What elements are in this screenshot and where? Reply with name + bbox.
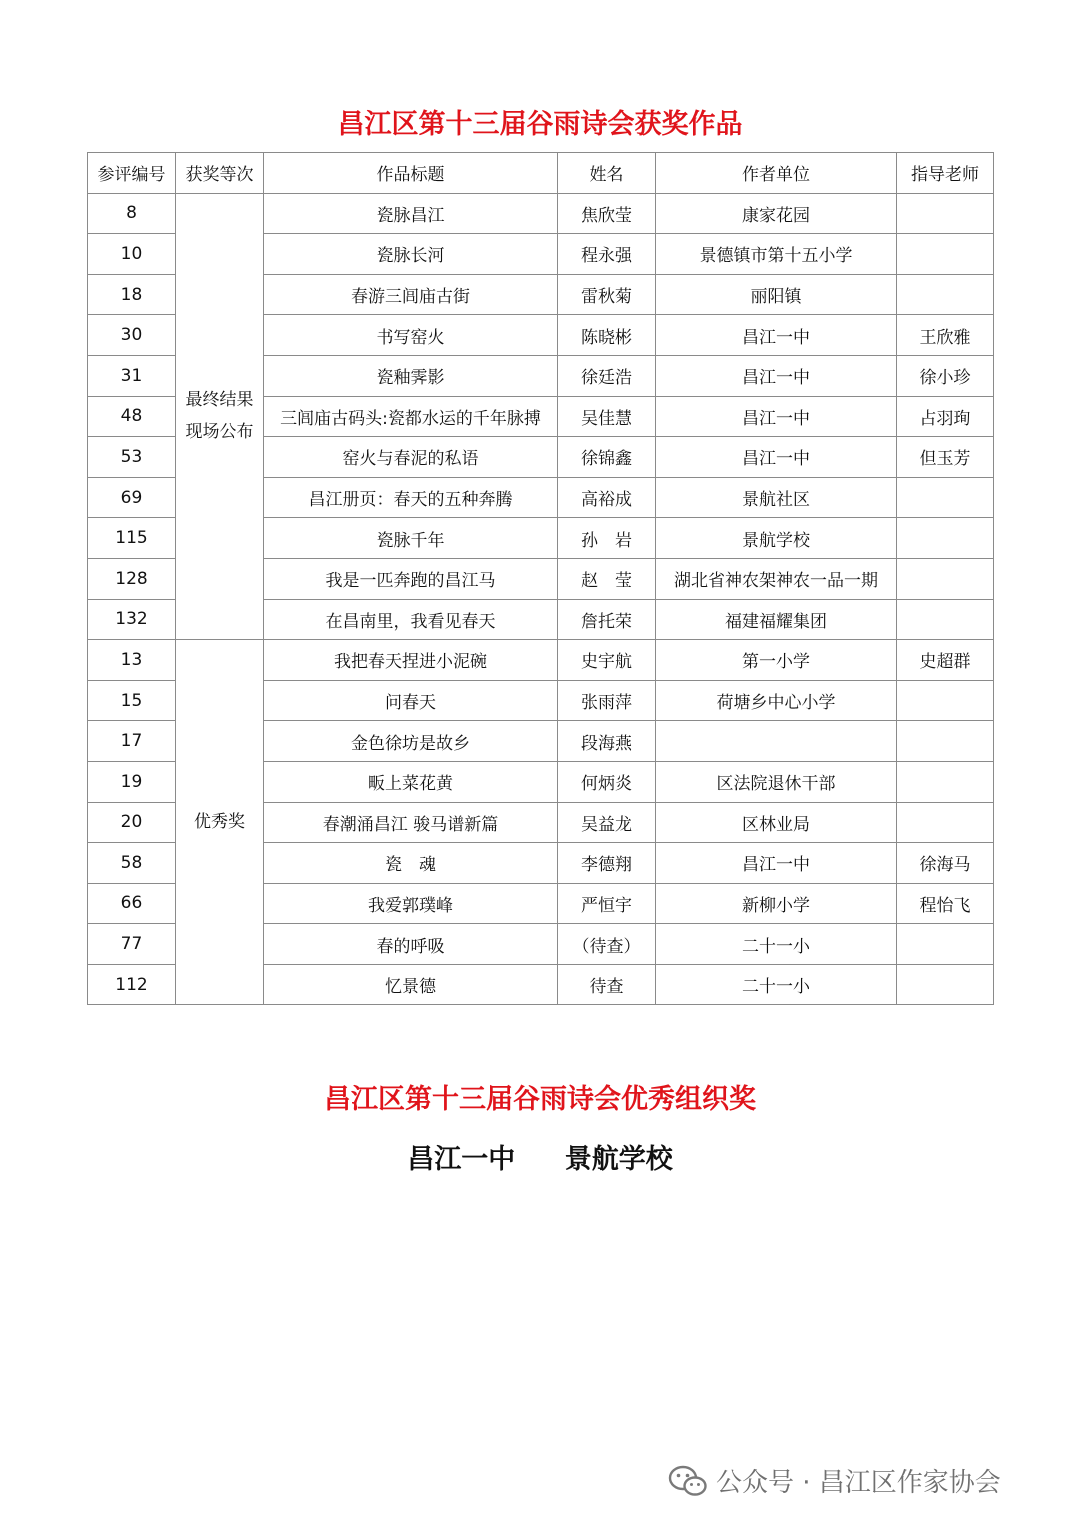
- cell-author-name: 孙 岩: [558, 518, 656, 559]
- footer-watermark: [668, 1462, 1001, 1499]
- cell-author-name: 徐锦鑫: [558, 437, 656, 478]
- table-row: [88, 640, 994, 681]
- org-award-title: 昌江区第十三届谷雨诗会优秀组织奖: [324, 1084, 756, 1115]
- cell-work-title: 窑火与春泥的私语: [264, 437, 558, 478]
- cell-work-title: 春的呼吸: [264, 924, 558, 965]
- cell-author-unit: 新柳小学: [656, 883, 897, 924]
- cell-author-name: 严恒宇: [558, 883, 656, 924]
- cell-entry-number: 19: [88, 761, 176, 802]
- header-entry-number: 参评编号: [88, 153, 176, 194]
- cell-award-level: [176, 193, 264, 640]
- cell-author-unit: 景航社区: [656, 477, 897, 518]
- cell-author-unit: 康家花园: [656, 193, 897, 234]
- cell-work-title: 瓷 魂: [264, 843, 558, 884]
- cell-entry-number: 17: [88, 721, 176, 762]
- table-body: [88, 193, 994, 1005]
- cell-author-unit: 区林业局: [656, 802, 897, 843]
- award-level-line: 优秀奖: [194, 812, 245, 833]
- cell-advisor: 但玉芳: [897, 437, 994, 478]
- cell-entry-number: 112: [88, 964, 176, 1005]
- cell-author-name: 程永强: [558, 234, 656, 275]
- cell-author-name: 赵 莹: [558, 558, 656, 599]
- wechat-icon: [668, 1464, 708, 1498]
- cell-entry-number: 18: [88, 274, 176, 315]
- cell-advisor: [897, 477, 994, 518]
- cell-entry-number: 66: [88, 883, 176, 924]
- cell-advisor: [897, 193, 994, 234]
- cell-author-unit: 二十一小: [656, 924, 897, 965]
- cell-work-title: 畈上菜花黄: [264, 761, 558, 802]
- cell-entry-number: 13: [88, 640, 176, 681]
- cell-entry-number: 77: [88, 924, 176, 965]
- cell-advisor: 徐小珍: [897, 355, 994, 396]
- cell-work-title: 春潮涌昌江 骏马谱新篇: [264, 802, 558, 843]
- cell-author-name: 徐廷浩: [558, 355, 656, 396]
- cell-work-title: 瓷脉千年: [264, 518, 558, 559]
- cell-advisor: 程怡飞: [897, 883, 994, 924]
- cell-advisor: 徐海马: [897, 843, 994, 884]
- cell-work-title: 书写窑火: [264, 315, 558, 356]
- cell-author-unit: 昌江一中: [656, 396, 897, 437]
- cell-author-name: 雷秋菊: [558, 274, 656, 315]
- cell-author-unit: 昌江一中: [656, 437, 897, 478]
- header-advisor: 指导老师: [897, 153, 994, 194]
- table-row: [88, 193, 994, 234]
- header-author-unit: 作者单位: [656, 153, 897, 194]
- cell-entry-number: 20: [88, 802, 176, 843]
- cell-author-name: 陈晓彬: [558, 315, 656, 356]
- cell-work-title: 昌江册页：春天的五种奔腾: [264, 477, 558, 518]
- cell-author-unit: [656, 721, 897, 762]
- awards-table: [87, 152, 994, 1005]
- cell-work-title: 在昌南里，我看见春天: [264, 599, 558, 640]
- cell-advisor: [897, 761, 994, 802]
- cell-entry-number: 48: [88, 396, 176, 437]
- award-level-line: 最终结果: [185, 390, 254, 411]
- cell-author-name: 焦欣莹: [558, 193, 656, 234]
- cell-work-title: 瓷脉昌江: [264, 193, 558, 234]
- cell-work-title: 我爱郭璞峰: [264, 883, 558, 924]
- footer-text: 公众号 · 昌江区作家协会: [716, 1468, 1001, 1498]
- cell-work-title: 瓷釉霁影: [264, 355, 558, 396]
- cell-work-title: 我是一匹奔跑的昌江马: [264, 558, 558, 599]
- org-award-winners: [0, 1137, 1080, 1176]
- cell-author-unit: 区法院退休干部: [656, 761, 897, 802]
- page-title: 昌江区第十三届谷雨诗会获奖作品: [337, 109, 743, 140]
- cell-advisor: [897, 599, 994, 640]
- cell-author-unit: 二十一小: [656, 964, 897, 1005]
- cell-author-unit: 景德镇市第十五小学: [656, 234, 897, 275]
- cell-entry-number: 132: [88, 599, 176, 640]
- cell-work-title: 三闾庙古码头:瓷都水运的千年脉搏: [264, 396, 558, 437]
- cell-work-title: 问春天: [264, 680, 558, 721]
- cell-author-name: 待查: [558, 964, 656, 1005]
- cell-advisor: [897, 680, 994, 721]
- cell-entry-number: 128: [88, 558, 176, 599]
- cell-author-unit: 湖北省神农架神农一品一期: [656, 558, 897, 599]
- cell-author-unit: 荷塘乡中心小学: [656, 680, 897, 721]
- cell-advisor: [897, 924, 994, 965]
- cell-author-name: 段海燕: [558, 721, 656, 762]
- cell-advisor: [897, 721, 994, 762]
- header-award-level: 获奖等次: [176, 153, 264, 194]
- org-winner: 昌江一中: [407, 1144, 516, 1175]
- cell-entry-number: 69: [88, 477, 176, 518]
- cell-author-unit: 第一小学: [656, 640, 897, 681]
- cell-author-name: 张雨萍: [558, 680, 656, 721]
- table-header-row: [88, 153, 994, 194]
- cell-advisor: 史超群: [897, 640, 994, 681]
- cell-author-name: 何炳炎: [558, 761, 656, 802]
- cell-work-title: 瓷脉长河: [264, 234, 558, 275]
- cell-author-name: 高裕成: [558, 477, 656, 518]
- cell-work-title: 金色徐坊是故乡: [264, 721, 558, 762]
- cell-advisor: [897, 558, 994, 599]
- cell-work-title: 春游三闾庙古街: [264, 274, 558, 315]
- cell-author-unit: 昌江一中: [656, 843, 897, 884]
- cell-author-unit: 昌江一中: [656, 355, 897, 396]
- header-work-title: 作品标题: [264, 153, 558, 194]
- header-author-name: 姓名: [558, 153, 656, 194]
- cell-advisor: [897, 518, 994, 559]
- cell-award-level: [176, 640, 264, 1005]
- cell-work-title: 我把春天捏进小泥碗: [264, 640, 558, 681]
- cell-author-unit: 景航学校: [656, 518, 897, 559]
- cell-author-name: 史宇航: [558, 640, 656, 681]
- cell-advisor: 占羽珣: [897, 396, 994, 437]
- cell-advisor: [897, 274, 994, 315]
- cell-author-name: 李德翔: [558, 843, 656, 884]
- org-winner: 景航学校: [564, 1144, 673, 1175]
- cell-author-name: 吴益龙: [558, 802, 656, 843]
- award-level-line: 现场公布: [185, 422, 254, 443]
- cell-author-unit: 昌江一中: [656, 315, 897, 356]
- cell-advisor: 王欣雅: [897, 315, 994, 356]
- cell-entry-number: 30: [88, 315, 176, 356]
- cell-advisor: [897, 802, 994, 843]
- cell-author-unit: 福建福耀集团: [656, 599, 897, 640]
- cell-entry-number: 15: [88, 680, 176, 721]
- cell-entry-number: 115: [88, 518, 176, 559]
- cell-author-name: 詹托荣: [558, 599, 656, 640]
- cell-entry-number: 58: [88, 843, 176, 884]
- cell-advisor: [897, 234, 994, 275]
- cell-entry-number: 31: [88, 355, 176, 396]
- cell-author-name: 吴佳慧: [558, 396, 656, 437]
- cell-author-name: （待查）: [558, 924, 656, 965]
- cell-author-unit: 丽阳镇: [656, 274, 897, 315]
- cell-entry-number: 10: [88, 234, 176, 275]
- cell-advisor: [897, 964, 994, 1005]
- cell-work-title: 忆景德: [264, 964, 558, 1005]
- cell-entry-number: 53: [88, 437, 176, 478]
- cell-entry-number: 8: [88, 193, 176, 234]
